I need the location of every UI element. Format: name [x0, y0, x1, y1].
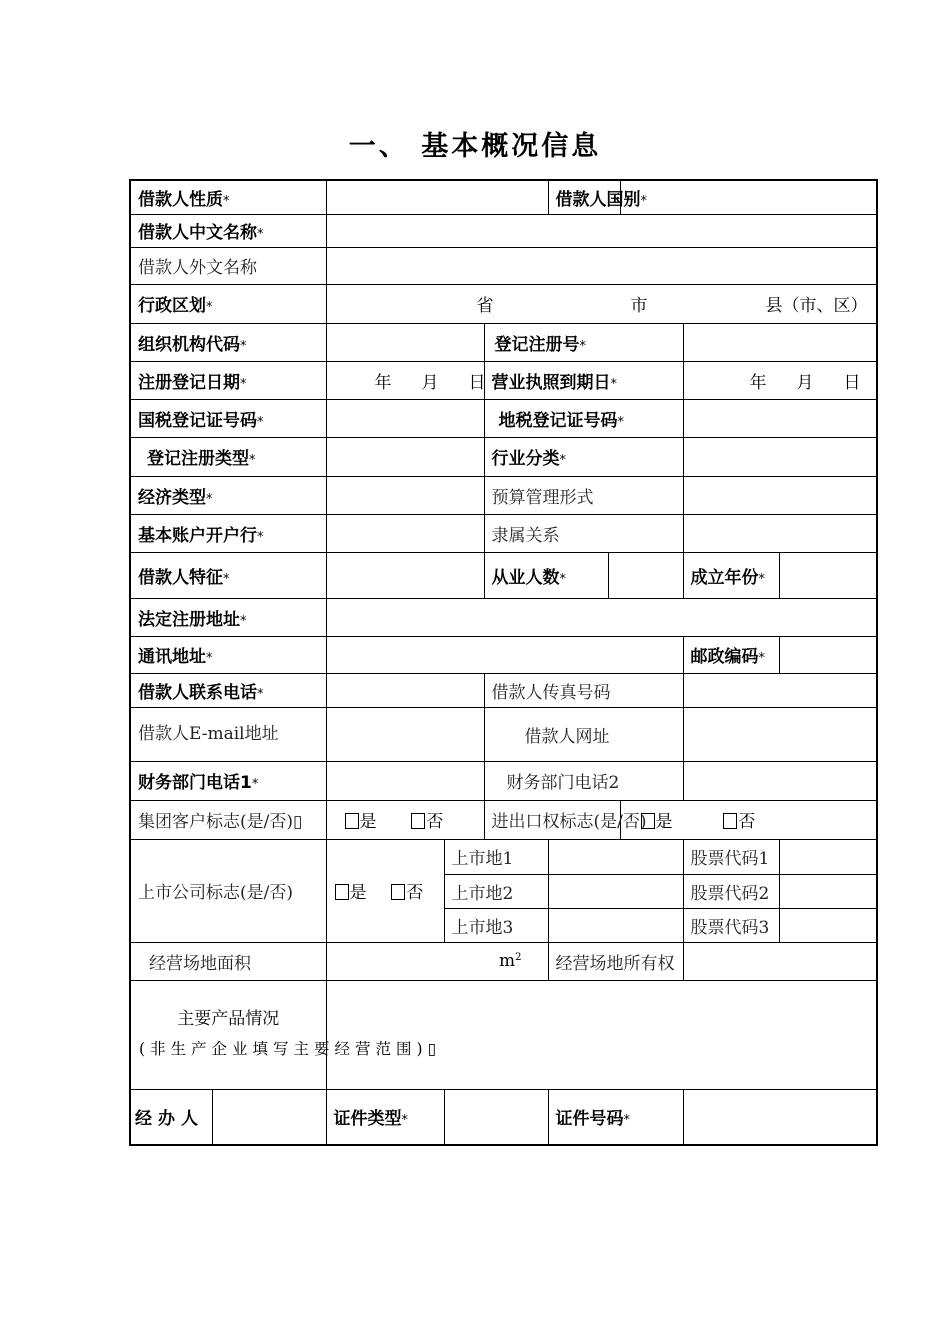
checkbox-listed-yes[interactable]: [335, 884, 349, 900]
checkbox-listed-no[interactable]: [391, 884, 405, 900]
field-local-tax[interactable]: [683, 399, 877, 437]
field-country[interactable]: [620, 180, 877, 214]
field-founded[interactable]: [779, 552, 877, 598]
label-stock1: 股票代码1: [683, 839, 779, 874]
page-title: 一、 基本概况信息: [348, 131, 602, 162]
label-listed-flag: 上市公司标志(是/否): [130, 839, 326, 942]
label-website: 借款人网址: [484, 707, 683, 761]
label-postcode: 邮政编码*: [683, 636, 779, 673]
label-affiliation: 隶属关系: [484, 514, 683, 552]
label-reg-no: 登记注册号*: [484, 323, 683, 361]
field-en-name[interactable]: [326, 247, 877, 284]
field-id-type[interactable]: [444, 1089, 548, 1145]
unit-county: 县（市、区）: [765, 296, 868, 316]
field-market1[interactable]: [548, 839, 683, 874]
field-fin-phone2[interactable]: [683, 761, 877, 800]
label-mail-addr: 通讯地址*: [130, 636, 326, 673]
label-reg-date: 注册登记日期*: [130, 361, 326, 399]
basic-info-form: [129, 179, 878, 1146]
field-phone[interactable]: [326, 673, 484, 707]
label-basic-bank: 基本账户开户行*: [130, 514, 326, 552]
unit-province: 省: [476, 296, 494, 316]
field-postcode[interactable]: [779, 636, 877, 673]
field-stock3[interactable]: [779, 908, 877, 942]
field-site-area[interactable]: $m^2$: [326, 942, 548, 980]
label-stock3: 股票代码3: [683, 908, 779, 942]
label-feature: 借款人特征*: [130, 552, 326, 598]
field-site-owner[interactable]: [683, 942, 877, 980]
field-basic-bank[interactable]: [326, 514, 484, 552]
label-license-expiry: 营业执照到期日*: [484, 361, 683, 399]
field-budget[interactable]: [683, 476, 877, 514]
label-region: 行政区划*: [130, 284, 326, 323]
label-site-area: 经营场地面积: [130, 942, 326, 980]
field-products[interactable]: [326, 980, 877, 1089]
field-feature[interactable]: [326, 552, 484, 598]
label-trade-flag: 进出口权标志(是/否): [484, 800, 620, 839]
label-cn-name: 借款人中文名称*: [130, 214, 326, 247]
field-econ-type[interactable]: [326, 476, 484, 514]
field-affiliation[interactable]: [683, 514, 877, 552]
field-nature[interactable]: [326, 180, 548, 214]
field-id-no[interactable]: [683, 1089, 877, 1145]
label-local-tax: 地税登记证号码*: [484, 399, 683, 437]
checkbox-trade-yes[interactable]: [641, 813, 655, 829]
field-region[interactable]: [326, 284, 877, 323]
field-email[interactable]: [326, 707, 484, 761]
label-budget: 预算管理形式: [484, 476, 683, 514]
label-legal-addr: 法定注册地址*: [130, 598, 326, 636]
field-cn-name[interactable]: [326, 214, 877, 247]
field-group-flag[interactable]: 是 否: [326, 800, 484, 839]
label-id-type: 证件类型*: [326, 1089, 444, 1145]
field-stock2[interactable]: [779, 874, 877, 908]
label-industry: 行业分类*: [484, 437, 683, 476]
label-nature: 借款人性质*: [130, 180, 326, 214]
field-org-code[interactable]: [326, 323, 484, 361]
label-en-name: 借款人外文名称: [130, 247, 326, 284]
label-products: [130, 980, 442, 1089]
checkbox-group-yes[interactable]: [345, 813, 359, 829]
label-employees: 从业人数*: [484, 552, 608, 598]
label-founded: 成立年份*: [683, 552, 779, 598]
label-stock2: 股票代码2: [683, 874, 779, 908]
field-employees[interactable]: [608, 552, 683, 598]
unit-city: 市: [630, 296, 648, 316]
label-market3: 上市地3: [444, 908, 548, 942]
label-reg-type: 登记注册类型*: [130, 437, 326, 476]
label-fax: 借款人传真号码: [484, 673, 683, 707]
products-note: (非生产企业填写主要经营范围)▯: [139, 1040, 442, 1058]
field-reg-type[interactable]: [326, 437, 484, 476]
label-site-owner: 经营场地所有权: [548, 942, 683, 980]
field-reg-date[interactable]: 年 月 日: [326, 361, 484, 399]
field-industry[interactable]: [683, 437, 877, 476]
field-fax[interactable]: [683, 673, 877, 707]
label-phone: 借款人联系电话*: [130, 673, 326, 707]
label-org-code: 组织机构代码*: [130, 323, 326, 361]
field-stock1[interactable]: [779, 839, 877, 874]
label-market1: 上市地1: [444, 839, 548, 874]
field-listed-flag[interactable]: 是 否: [326, 839, 444, 942]
products-title: 主要产品情况: [177, 1009, 280, 1029]
label-fin-phone2: 财务部门电话2: [484, 761, 683, 800]
field-market3[interactable]: [548, 908, 683, 942]
field-reg-no[interactable]: [683, 323, 877, 361]
field-website[interactable]: [683, 707, 877, 761]
field-handler[interactable]: [212, 1089, 326, 1145]
label-email: 借款人E-mail地址: [130, 707, 326, 761]
field-legal-addr[interactable]: [326, 598, 877, 636]
checkbox-trade-no[interactable]: [723, 813, 737, 829]
label-id-no: 证件号码*: [548, 1089, 683, 1145]
field-market2[interactable]: [548, 874, 683, 908]
label-market2: 上市地2: [444, 874, 548, 908]
checkbox-group-no[interactable]: [411, 813, 425, 829]
field-trade-flag[interactable]: 是 否: [620, 800, 877, 839]
label-country: 借款人国别*: [548, 180, 620, 214]
label-handler: 经办人: [130, 1089, 212, 1145]
label-econ-type: 经济类型*: [130, 476, 326, 514]
field-mail-addr[interactable]: [326, 636, 683, 673]
label-fin-phone1: 财务部门电话1*: [130, 761, 326, 800]
label-group-flag: 集团客户标志(是/否)▯: [130, 800, 326, 839]
field-license-expiry[interactable]: 年 月 日: [683, 361, 877, 399]
label-natl-tax: 国税登记证号码*: [130, 399, 326, 437]
field-fin-phone1[interactable]: [326, 761, 484, 800]
field-natl-tax[interactable]: [326, 399, 484, 437]
